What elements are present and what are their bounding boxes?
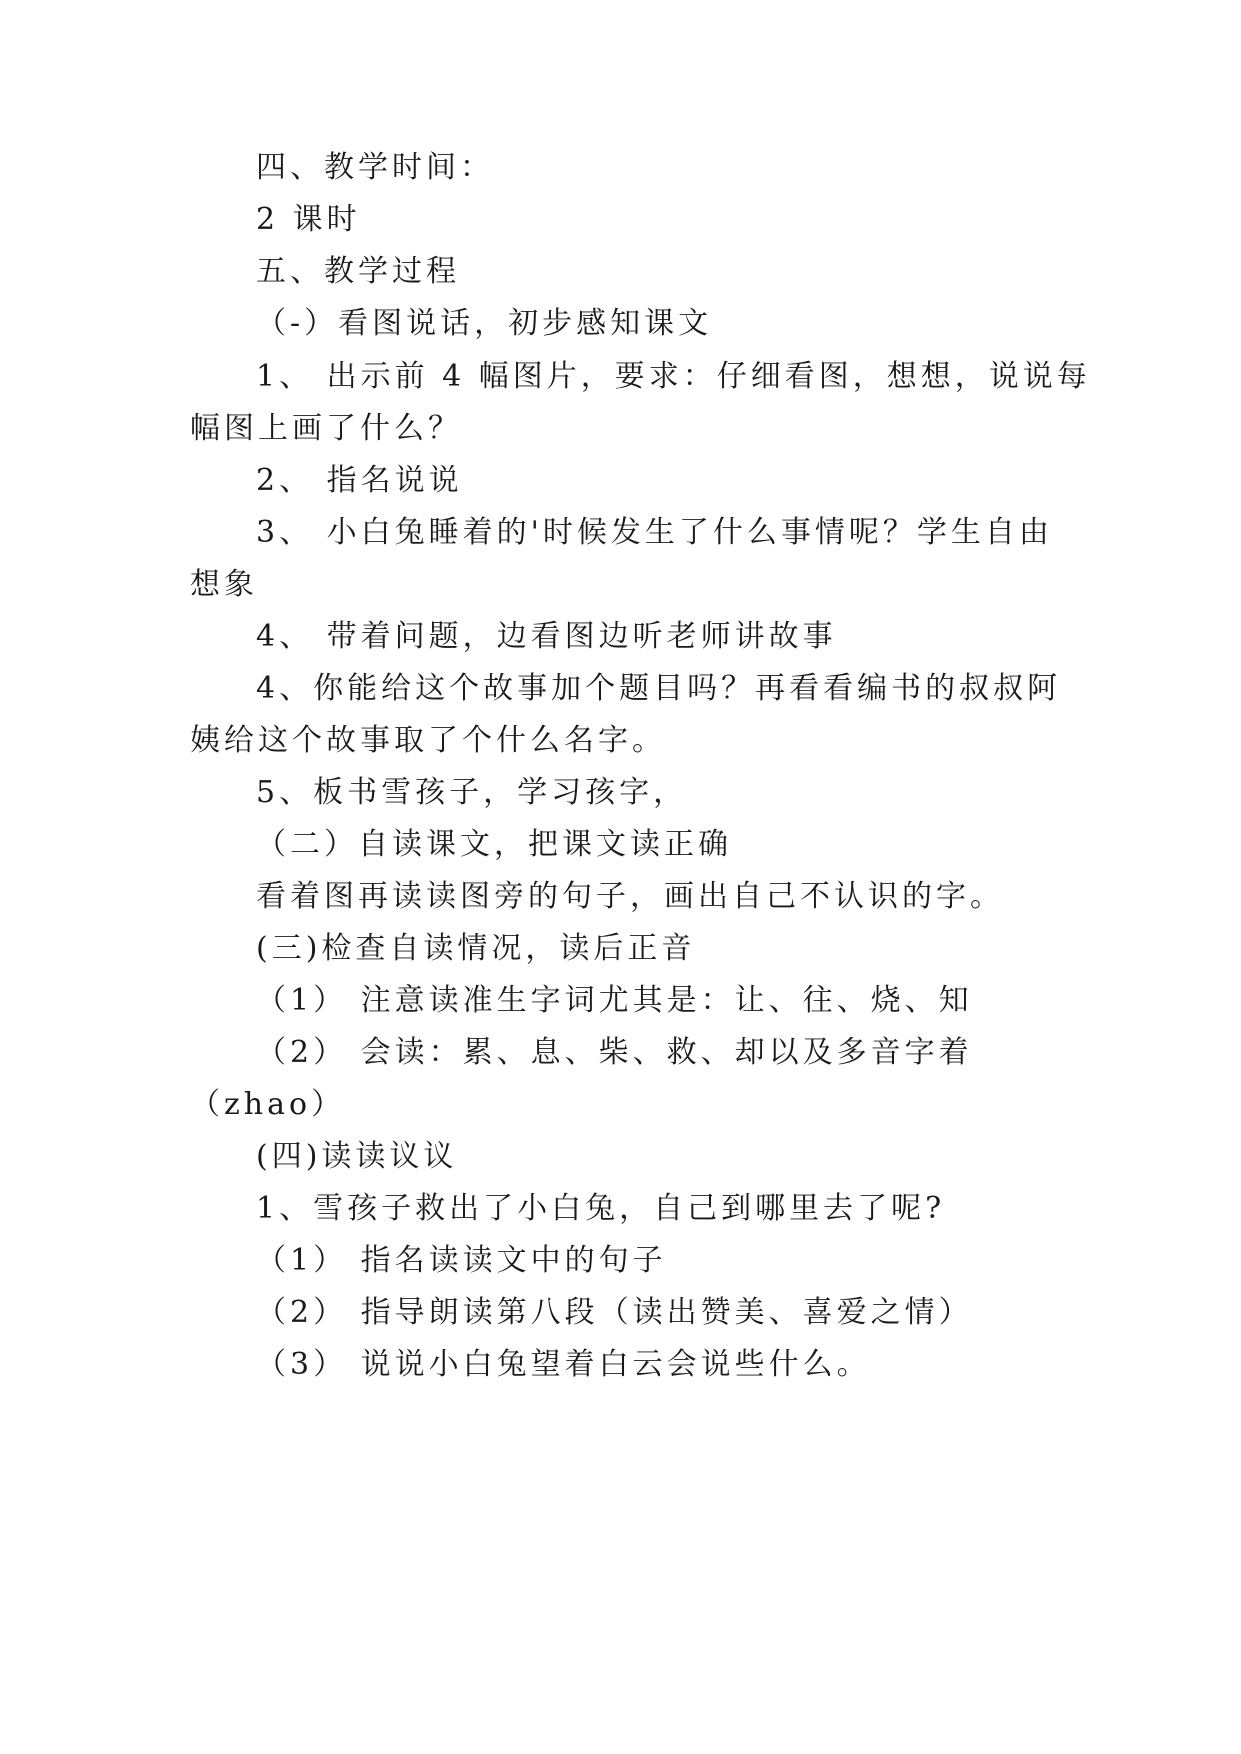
list-item-part-4-3: （3） 说说小白兔望着白云会说些什么。 bbox=[256, 1347, 871, 1382]
heading-teaching-process: 五、教学过程 bbox=[256, 254, 460, 289]
paragraph-step-4b-line-2: 姨给这个故事取了个什么名字。 bbox=[190, 723, 666, 758]
paragraph-class-hours: 2 课时 bbox=[256, 202, 361, 237]
paragraph-step-3-line-1: 3、 小白兔睡着的'时候发生了什么事情呢？学生自由 bbox=[256, 515, 1053, 550]
paragraph-part-2-body: 看着图再读读图旁的句子，画出自己不认识的字。 bbox=[256, 879, 1004, 914]
paragraph-step-5: 5、板书雪孩子，学习孩字， bbox=[256, 775, 688, 810]
list-item-part-4-1: （1） 指名读读文中的句子 bbox=[256, 1243, 667, 1278]
list-item-part-3-2-line-2: （zhao） bbox=[190, 1087, 346, 1122]
paragraph-step-1-line-1: 1、 出示前 4 幅图片，要求：仔细看图，想想，说说每 bbox=[256, 359, 1091, 394]
subheading-part-2: （二）自读课文，把课文读正确 bbox=[256, 827, 732, 862]
paragraph-step-1-line-2: 幅图上画了什么？ bbox=[190, 411, 462, 446]
heading-teaching-time: 四、教学时间： bbox=[256, 150, 494, 185]
list-item-part-3-2-line-1: （2） 会读：累、息、柴、救、却以及多音字着 bbox=[256, 1035, 973, 1070]
subheading-part-1: （-）看图说话，初步感知课文 bbox=[256, 306, 713, 341]
paragraph-step-2: 2、 指名说说 bbox=[256, 463, 463, 498]
subheading-part-4: (四)读读议议 bbox=[256, 1139, 458, 1174]
paragraph-step-4b-line-1: 4、你能给这个故事加个题目吗？再看看编书的叔叔阿 bbox=[256, 671, 1062, 706]
subheading-part-3: (三)检查自读情况，读后正音 bbox=[256, 931, 696, 966]
list-item-part-3-1: （1） 注意读准生字词尤其是：让、往、烧、知 bbox=[256, 983, 973, 1018]
paragraph-step-4: 4、 带着问题，边看图边听老师讲故事 bbox=[256, 619, 837, 654]
paragraph-step-3-line-2: 想象 bbox=[190, 567, 258, 602]
paragraph-part-4-question: 1、雪孩子救出了小白兔，自己到哪里去了呢? bbox=[256, 1191, 946, 1226]
list-item-part-4-2: （2） 指导朗读第八段（读出赞美、喜爱之情） bbox=[256, 1295, 973, 1330]
